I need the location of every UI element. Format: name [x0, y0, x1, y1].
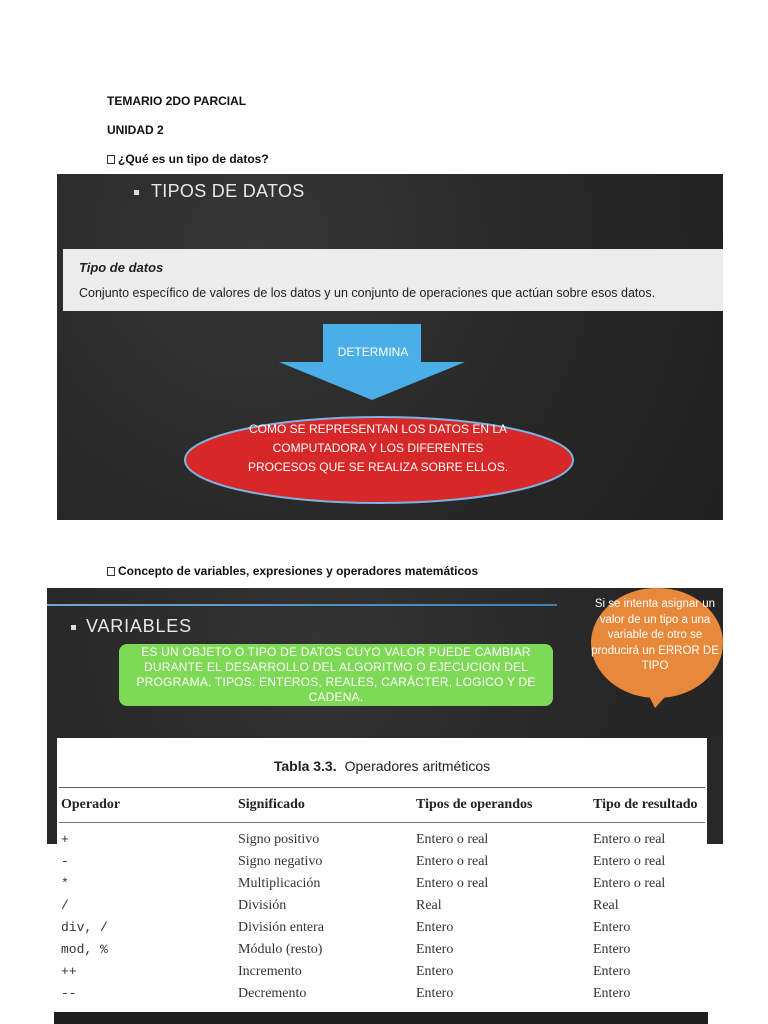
title-rule [47, 604, 557, 606]
table-row [57, 876, 707, 898]
cell-significado: Multiplicación [238, 876, 321, 891]
cell-significado: División entera [238, 920, 324, 935]
table-caption-number: Tabla 3.3. [273, 758, 337, 774]
cell-operador: + [61, 832, 69, 847]
table-row [57, 832, 707, 854]
cell-significado: Signo positivo [238, 832, 320, 847]
cell-operador: div, / [61, 920, 108, 935]
cell-tipo-resultado: Entero o real [593, 876, 666, 891]
cell-tipos-operandos: Entero o real [416, 832, 489, 847]
table-row [57, 920, 707, 942]
slide-title: TIPOS DE DATOS [151, 181, 305, 201]
heading-unidad: UNIDAD 2 [107, 123, 164, 137]
bullet-square-icon [134, 190, 139, 195]
operators-table [57, 738, 707, 1024]
cell-tipo-resultado: Entero o real [593, 832, 666, 847]
variable-definition-text: ES UN OBJETO O TIPO DE DATOS CUYO VALOR PUEDE CAMBIAR DURANTE EL DESARROLLO DEL ALGORITMO O EJECUCION DEL PROGRAMA. TIPOS: ENTEROS, REALES, CARÁCTER, LOGICO Y DE CADENA. [136, 645, 536, 704]
cell-tipo-resultado: Entero o real [593, 854, 666, 869]
definition-title: Tipo de datos [79, 260, 164, 275]
ellipse-text: COMO SE REPRESENTAN LOS DATOS EN LA COMPUTADORA Y LOS DIFERENTES PROCESOS QUE SE REALIZA SOBRE ELLOS. [247, 422, 509, 474]
cell-operador: * [61, 876, 69, 891]
heading-concepto [107, 564, 478, 578]
question-text: ¿Qué es un tipo de datos? [118, 152, 269, 166]
cell-significado: Signo negativo [238, 854, 323, 869]
table-row [57, 986, 707, 1008]
slide-edge-left [47, 738, 57, 844]
bullet-icon [107, 155, 115, 164]
concepto-text: Concepto de variables, expresiones y operadores matemáticos [118, 564, 479, 578]
table-caption [57, 758, 707, 774]
cell-significado: Módulo (resto) [238, 942, 323, 957]
cell-operador: - [61, 854, 69, 869]
table-rule-top [59, 787, 705, 788]
slide-edge-right [707, 738, 723, 844]
heading-temario: TEMARIO 2DO PARCIAL [107, 94, 247, 108]
cell-tipos-operandos: Entero [416, 920, 454, 935]
slide-edge-bottom [54, 1012, 708, 1024]
cell-tipo-resultado: Real [593, 898, 619, 913]
speech-bubble-text: Si se intenta asignar un valor de un tipo a una variable de otro se producirá un ERROR DE TIPO [591, 598, 719, 672]
cell-tipos-operandos: Entero o real [416, 854, 489, 869]
cell-tipos-operandos: Entero [416, 986, 454, 1001]
cell-tipo-resultado: Entero [593, 964, 631, 979]
table-row [57, 854, 707, 876]
cell-operador: mod, % [61, 942, 108, 957]
cell-significado: Decremento [238, 986, 307, 1001]
cell-tipo-resultado: Entero [593, 920, 631, 935]
bullet-icon [107, 567, 115, 576]
table-row [57, 898, 707, 920]
header-tipos-operandos: Tipos de operandos [416, 797, 533, 812]
cell-tipo-resultado: Entero [593, 986, 631, 1001]
table-row [57, 942, 707, 964]
table-row [57, 964, 707, 986]
cell-tipos-operandos: Real [416, 898, 442, 913]
cell-significado: Incremento [238, 964, 302, 979]
down-arrow-icon [277, 324, 467, 402]
cell-significado: División [238, 898, 287, 913]
cell-tipo-resultado: Entero [593, 942, 631, 957]
header-significado: Significado [238, 797, 305, 812]
slide-tipos-de-datos [57, 174, 723, 520]
cell-tipos-operandos: Entero [416, 964, 454, 979]
cell-tipos-operandos: Entero o real [416, 876, 489, 891]
bullet-square-icon [71, 625, 76, 630]
arrow-label: DETERMINA [337, 345, 409, 359]
header-tipo-resultado: Tipo de resultado [593, 797, 698, 812]
definition-box [63, 249, 723, 311]
slide-title: VARIABLES [86, 616, 192, 636]
definition-text: Conjunto específico de valores de los datos y un conjunto de operaciones que actúan sobre esos datos. [79, 286, 656, 300]
table-caption-title: Operadores aritméticos [344, 758, 491, 774]
table-rule-header [59, 822, 705, 823]
cell-tipos-operandos: Entero [416, 942, 454, 957]
cell-operador: ++ [61, 964, 77, 979]
variable-definition-box [119, 644, 553, 706]
header-operador: Operador [61, 797, 121, 812]
heading-question [107, 152, 269, 166]
cell-operador: / [61, 898, 69, 913]
cell-operador: -- [61, 986, 77, 1001]
